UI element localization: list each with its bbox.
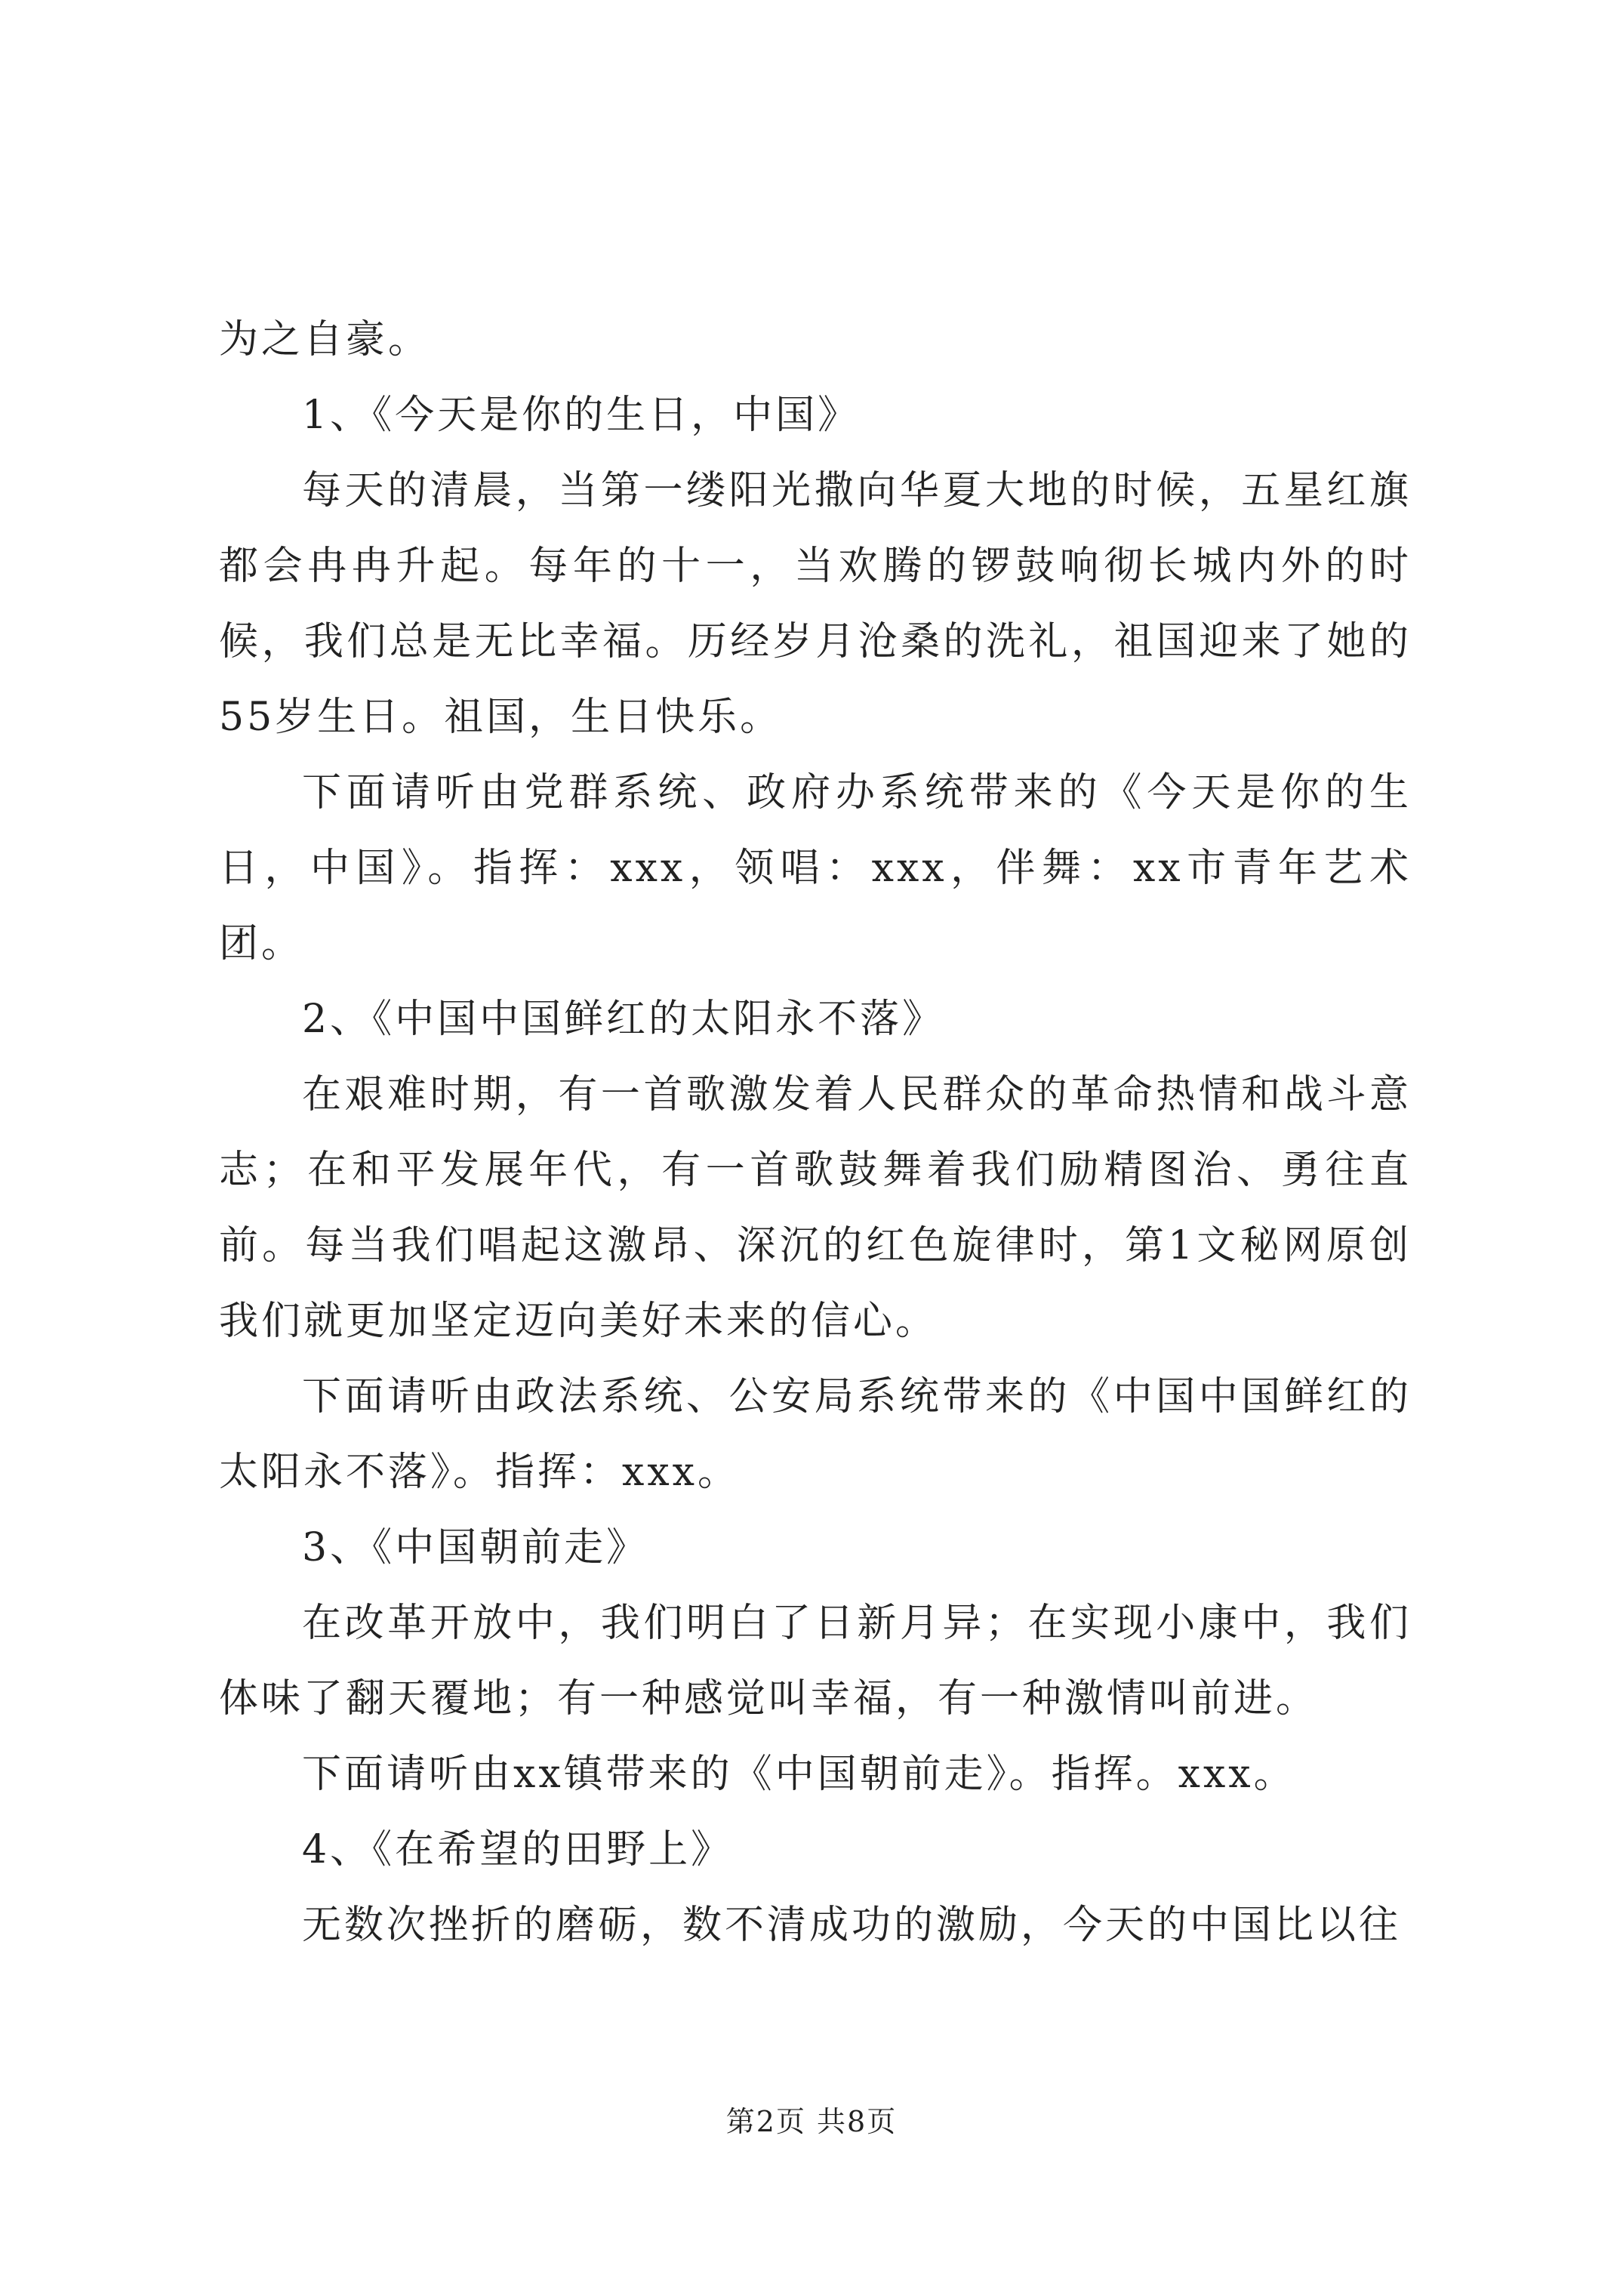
paragraph-9: 在改革开放中，我们明白了日新月异；在实现小康中，我们体味了翻天覆地；有一种感觉叫幸福，有一种激情叫前进。	[219, 1601, 1412, 1721]
page-footer: 第2页 共8页	[725, 2105, 898, 2138]
document-body	[219, 302, 1412, 1963]
paragraph-7: 下面请听由政法系统、公安局系统带来的《中国中国鲜红的太阳永不落》。指挥：xxx。	[219, 1374, 1412, 1495]
song-title-1: 1、《今天是你的生日，中国》	[302, 393, 861, 438]
paragraph-3: 每天的清晨，当第一缕阳光撒向华夏大地的时候，五星红旗都会冉冉升起。每年的十一，当欢腾的锣鼓响彻长城内外的时候，我们总是无比幸福。历经岁月沧桑的洗礼，祖国迎来了她的55岁生日。祖国，生日快乐。	[219, 468, 1412, 740]
paragraph-12: 无数次挫折的磨砺，数不清成功的激励，今天的中国比以往	[302, 1903, 1402, 1948]
song-title-4: 4、《在希望的田野上》	[302, 1827, 734, 1872]
paragraph-1: 为之自豪。	[219, 317, 431, 362]
song-title-3: 3、《中国朝前走》	[302, 1525, 649, 1570]
paragraph-6: 在艰难时期，有一首歌激发着人民群众的革命热情和战斗意志；在和平发展年代，有一首歌鼓舞着我们励精图治、勇往直前。每当我们唱起这激昂、深沉的红色旋律时，第1文秘网原创我们就更加坚定迈向美好未来的信心。	[219, 1072, 1412, 1344]
paragraph-4: 下面请听由党群系统、政府办系统带来的《今天是你的生日，中国》。指挥：xxx，领唱：xxx，伴舞：xx市青年艺术团。	[219, 770, 1412, 966]
song-title-2: 2、《中国中国鲜红的太阳永不落》	[302, 997, 945, 1042]
paragraph-10: 下面请听由xx镇带来的《中国朝前走》。指挥。xxx。	[302, 1752, 1296, 1797]
